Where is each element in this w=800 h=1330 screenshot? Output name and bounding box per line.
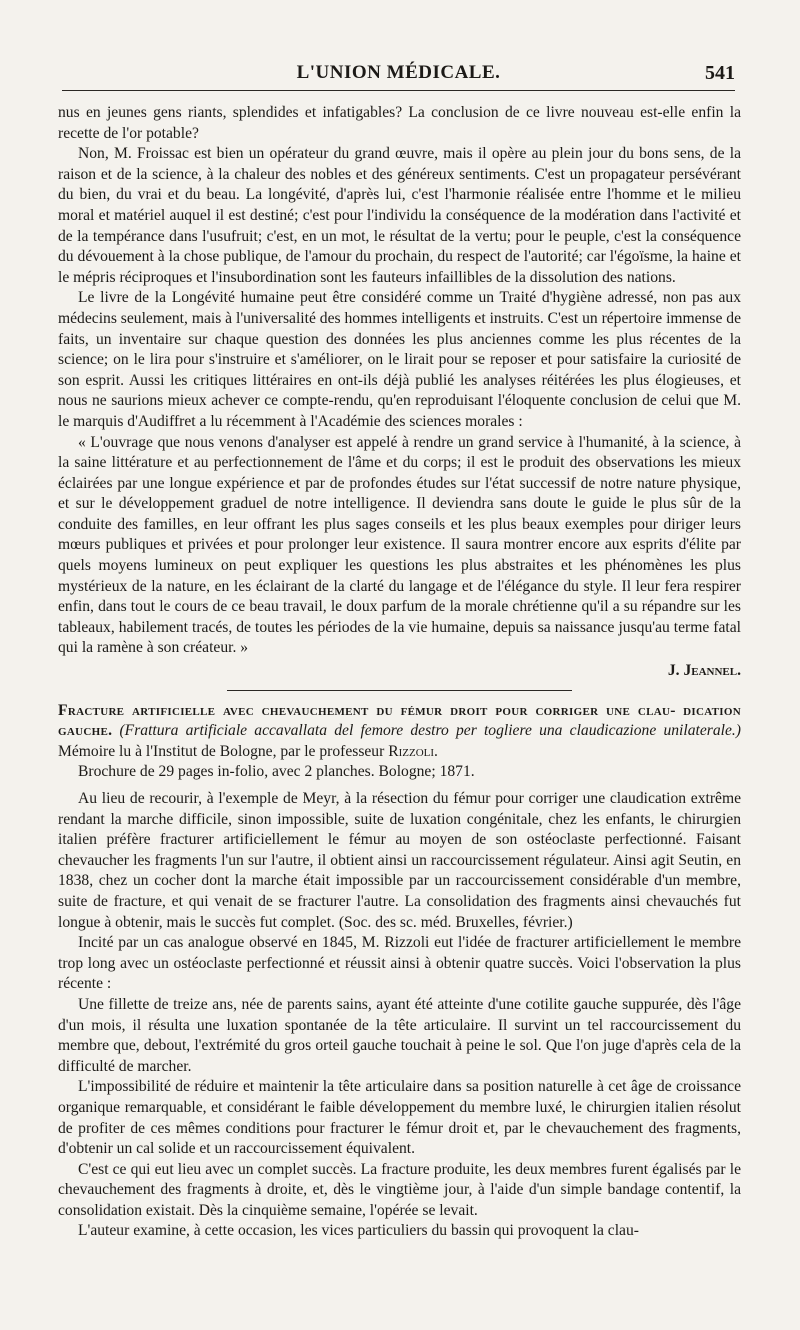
- article2-paragraph-2: Incité par un cas analogue observé en 1845, M. Rizzoli eut l'idée de fracturer artificiellement le membre trop long avec un ostéoclaste perfectionné et réussit ainsi à obtenir quatre succès. Voici l'observation la plus récente :: [58, 934, 741, 993]
- body-text: [58, 103, 741, 1242]
- section-divider: [227, 690, 572, 691]
- article2-paragraph-1: Au lieu de recourir, à l'exemple de Meyr, à la résection du fémur pour corriger une claudication extrême rendant la marche difficile, sinon impossible, suite de luxation congénitale, chez les enfants, le chirurgien italien préfère fracturer artificiellement le fémur au moyen de son ostéoclaste perfectionné. Faisant chevaucher les fragments l'un sur l'autre, il obtient ainsi un raccourcissement régulateur. Ainsi agit Seutin, en 1838, chez un cocher dont la marche était impossible par un raccourcissement considérable d'un membre, suite de fracture, et qui venait de se fracturer l'autre. La consolidation des fragments ainsi chevauchés fut longue à obtenir, mais le succès fut complet. (Soc. des sc. méd. Bruxelles, février.): [58, 790, 741, 931]
- article2-paragraph-5: C'est ce qui eut lieu avec un complet succès. La fracture produite, les deux membres furent égalisés par le chevauchement des fragments à droite, et, dès le vingtième jour, à l'aide d'un simple bandage contentif, la consolidation existait. Dès la cinquième semaine, l'opérée se levait.: [58, 1160, 741, 1219]
- page-number: 541: [705, 62, 735, 84]
- article1-paragraph-3: Le livre de la Longévité humaine peut être considéré comme un Traité d'hygiène adressé, non pas aux médecins seulement, mais à l'universalité des hommes intelligents et instruits. C'est un répertoire immense de faits, un inventaire sur chaque question des données les plus anciennes comme les plus récentes de la science; on le lira pour s'instruire et s'améliorer, on le lirait pour se reposer et pour satisfaire la curiosité de son esprit. Aussi les critiques littéraires en ont-ils déjà publié les analyses réitérées les plus élogieuses, et nous ne saurions mieux achever ce compte-rendu, qu'en reproduisant l'éloquente conclusion de celui que M. le marquis d'Audiffret a lu récemment à l'Académie des sciences morales :: [58, 289, 741, 430]
- review-source: Mémoire lu à l'Institut de Bologne, par le professeur: [58, 742, 389, 760]
- page-header: [62, 58, 735, 94]
- article2-paragraph-3: Une fillette de treize ans, née de parents sains, ayant été atteinte d'une cotilite gauche suppurée, dès l'âge d'un mois, il résulta une luxation spontanée de la tête articulaire. Il survint un tel raccourcissement du membre que, debout, l'extrémité du gros orteil gauche touchait à peine le sol. Que l'on juge d'après cela de la difficulté de marcher.: [58, 995, 741, 1075]
- article2-paragraph-6: L'auteur examine, à cette occasion, les vices particuliers du bassin qui provoquent la clau-: [78, 1222, 639, 1240]
- review-heading: [58, 701, 741, 783]
- header-rule: [62, 90, 735, 91]
- article2-paragraph-4: L'impossibilité de réduire et maintenir la tête articulaire dans sa position naturelle à cet âge de croissance organique remarquable, et considérant le faible développement du membre luxé, le chirurgien italien résolut de profiter de ces mêmes conditions pour fracturer le fémur droit et, par le chevauchement des fragments, d'obtenir un cal solide et un raccourcissement équivalent.: [58, 1078, 741, 1158]
- review-title: Fracture artificielle avec chevauchement du fémur droit pour corriger une clau-: [58, 701, 676, 719]
- author-signature: J. Jeannel.: [667, 662, 741, 680]
- article1-paragraph-1: nus en jeunes gens riants, splendides et infatigables? La conclusion de ce livre nouveau est-elle enfin la recette de l'or potable?: [58, 104, 741, 142]
- running-title: L'UNION MÉDICALE.: [296, 62, 501, 83]
- article1-quotation: « L'ouvrage que nous venons d'analyser est appelé à rendre un grand service à l'humanité, à la science, à la saine littérature et au perfectionnement de l'âme et du corps; il est le produit des observations les mieux éclairées par une longue expérience et par de profondes études sur l'état successif de notre nature physique, et sur le développement graduel de notre intelligence. Il deviendra sans doute le guide le plus sûr de la conduite des familles, en leur offrant les plus sages conseils et les plus beaux exemples pour diriger leurs mœurs publiques et privées et pour prolonger leur existence. Il saura montrer encore aux esprits d'élite par quels moyens lumineux on peut expliquer les questions les plus abstraites et les phénomènes les plus mystérieux de la nature, en les éclairant de la clarté du langage et de l'élégance du style. Il leur fera respirer enfin, dans tout le cours de ce beau travail, le doux parfum de la morale chrétienne qu'il a su répandre sur les tableaux, habilement tracés, de toutes les périodes de la vie humaine, depuis sa naissance jusqu'au terme fatal qui la ramène à son créateur. »: [58, 433, 741, 657]
- review-bibliography: Brochure de 29 pages in-folio, avec 2 planches. Bologne; 1871.: [78, 763, 475, 781]
- review-author: Rizzoli.: [388, 742, 438, 760]
- article1-paragraph-2: Non, M. Froissac est bien un opérateur du grand œuvre, mais il opère au plein jour du bons sens, de la raison et de la science, à la chaleur des nobles et des généreux sentiments. C'est un propagateur persévérant du bien, du vrai et du beau. La longévité, d'après lui, c'est l'harmonie réalisée entre l'homme et le milieu moral et matériel auquel il est destiné; c'est pour l'individu la conséquence de la modération dans l'activité et de la tempérance dans l'usufruit; c'est, en un mot, le résultat de la vertu; pour le peuple, c'est la conséquence du dévouement à la chose publique, de l'amour du prochain, du respect de l'autorité; car l'égoïsme, la haine et le mépris réciproques et l'insubordination sont les fauteurs infaillibles de la dissolution des nations.: [58, 145, 741, 286]
- review-title-cont: dication gauche.: [58, 701, 741, 740]
- review-italian-title: (Frattura artificiale accavallata del femore destro per togliere una claudicazione unilaterale.): [119, 722, 741, 740]
